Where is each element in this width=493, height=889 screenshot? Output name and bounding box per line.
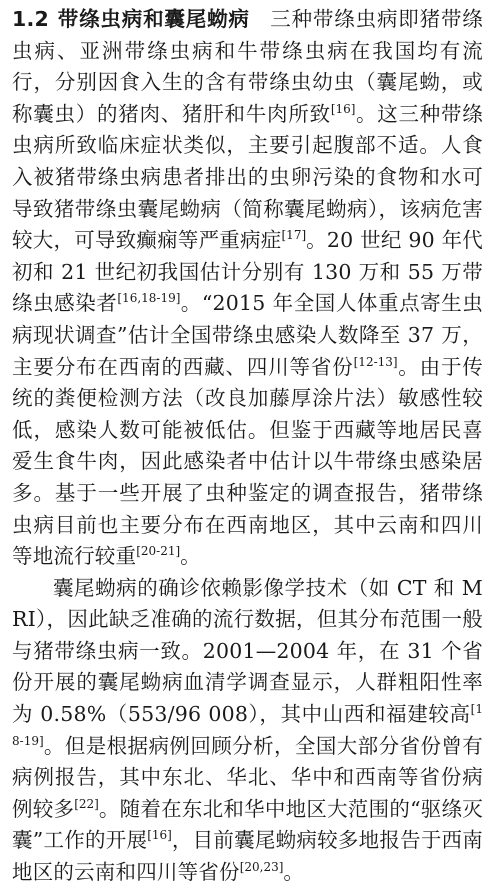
citation-ref[interactable]: [20-21]	[136, 544, 181, 559]
citation-ref[interactable]: [16]	[330, 101, 356, 116]
body-text: 三种带绦虫病即猪带绦虫病、亚洲带绦虫病和牛带绦虫病在我国均有流行，分别因食入生的含有带绦虫幼虫（囊尾蚴，或称囊虫）的猪肉、猪肝和牛肉所致	[12, 7, 483, 126]
body-text: 囊尾蚴病的确诊依赖影像学技术（如 CT 和 MRI），因此缺乏准确的流行数据，但其分布范围一般与猪带绦虫病一致。2001—2004 年，在 31 个省份开展的囊尾蚴病血清学调查显示，人群粗阳性率为 0.58%（553/96 008），其中山西和福建较高	[12, 575, 483, 727]
citation-ref[interactable]: [22]	[74, 796, 99, 811]
citation-ref[interactable]: [18-19]	[12, 702, 483, 748]
body-text: ，目前囊尾蚴病较多地报告于西南地区的云南和四川等省份	[12, 828, 484, 885]
section-title: 带绦虫病和囊尾蚴病	[57, 7, 250, 31]
paragraph-2-body	[12, 576, 483, 884]
body-text: 。20 世纪 90 年代初和 21 世纪初我国估计分别有 130 万和 55 万带绦虫感染者	[12, 228, 483, 316]
article-body	[12, 4, 483, 889]
body-text: 。	[180, 544, 201, 569]
body-text: 。但是根据病例回顾分析，全国大部分省份曾有病例报告，其中东北、华北、华中和西南等省份病例较多	[12, 733, 483, 821]
paragraph-1-body	[12, 7, 483, 568]
paragraph-2	[12, 573, 483, 889]
body-text: 。这三种带绦虫病所致临床症状类似，主要引起腹部不适。人食入被猪带绦虫病患者排出的虫卵污染的食物和水可导致猪带绦虫囊尾蚴病（简称囊尾蚴病），该病危害较大，可导致癫痫等严重病症	[12, 101, 483, 253]
citation-ref[interactable]: [20,23]	[239, 860, 284, 875]
section-number: 1.2	[12, 7, 49, 31]
body-text: 。随着在东北和华中地区大范围的“驱绦灭囊”工作的开展	[12, 796, 483, 853]
citation-ref[interactable]: [17]	[281, 228, 307, 243]
citation-ref[interactable]: [16,18-19]	[117, 291, 181, 306]
body-text: 。	[283, 860, 305, 885]
paragraph-1	[12, 4, 483, 573]
body-text: 。由于传统的粪便检测方法（改良加藤厚涂片法）敏感性较低，感染人数可能被低估。但鉴于西藏等地居民喜爱生食牛肉，因此感染者中估计以牛带绦虫感染居多。基于一些开展了虫种鉴定的调查报告，猪带绦虫病目前也主要分布在西南地区，其中云南和四川等地流行较重	[12, 354, 483, 569]
body-text: 。“2015 年全国人体重点寄生虫病现状调查”估计全国带绦虫感染人数降至 37 万，主要分布在西南的西藏、四川等省份	[12, 291, 483, 379]
citation-ref[interactable]: [12-13]	[353, 354, 398, 369]
citation-ref[interactable]: [16]	[147, 828, 172, 843]
